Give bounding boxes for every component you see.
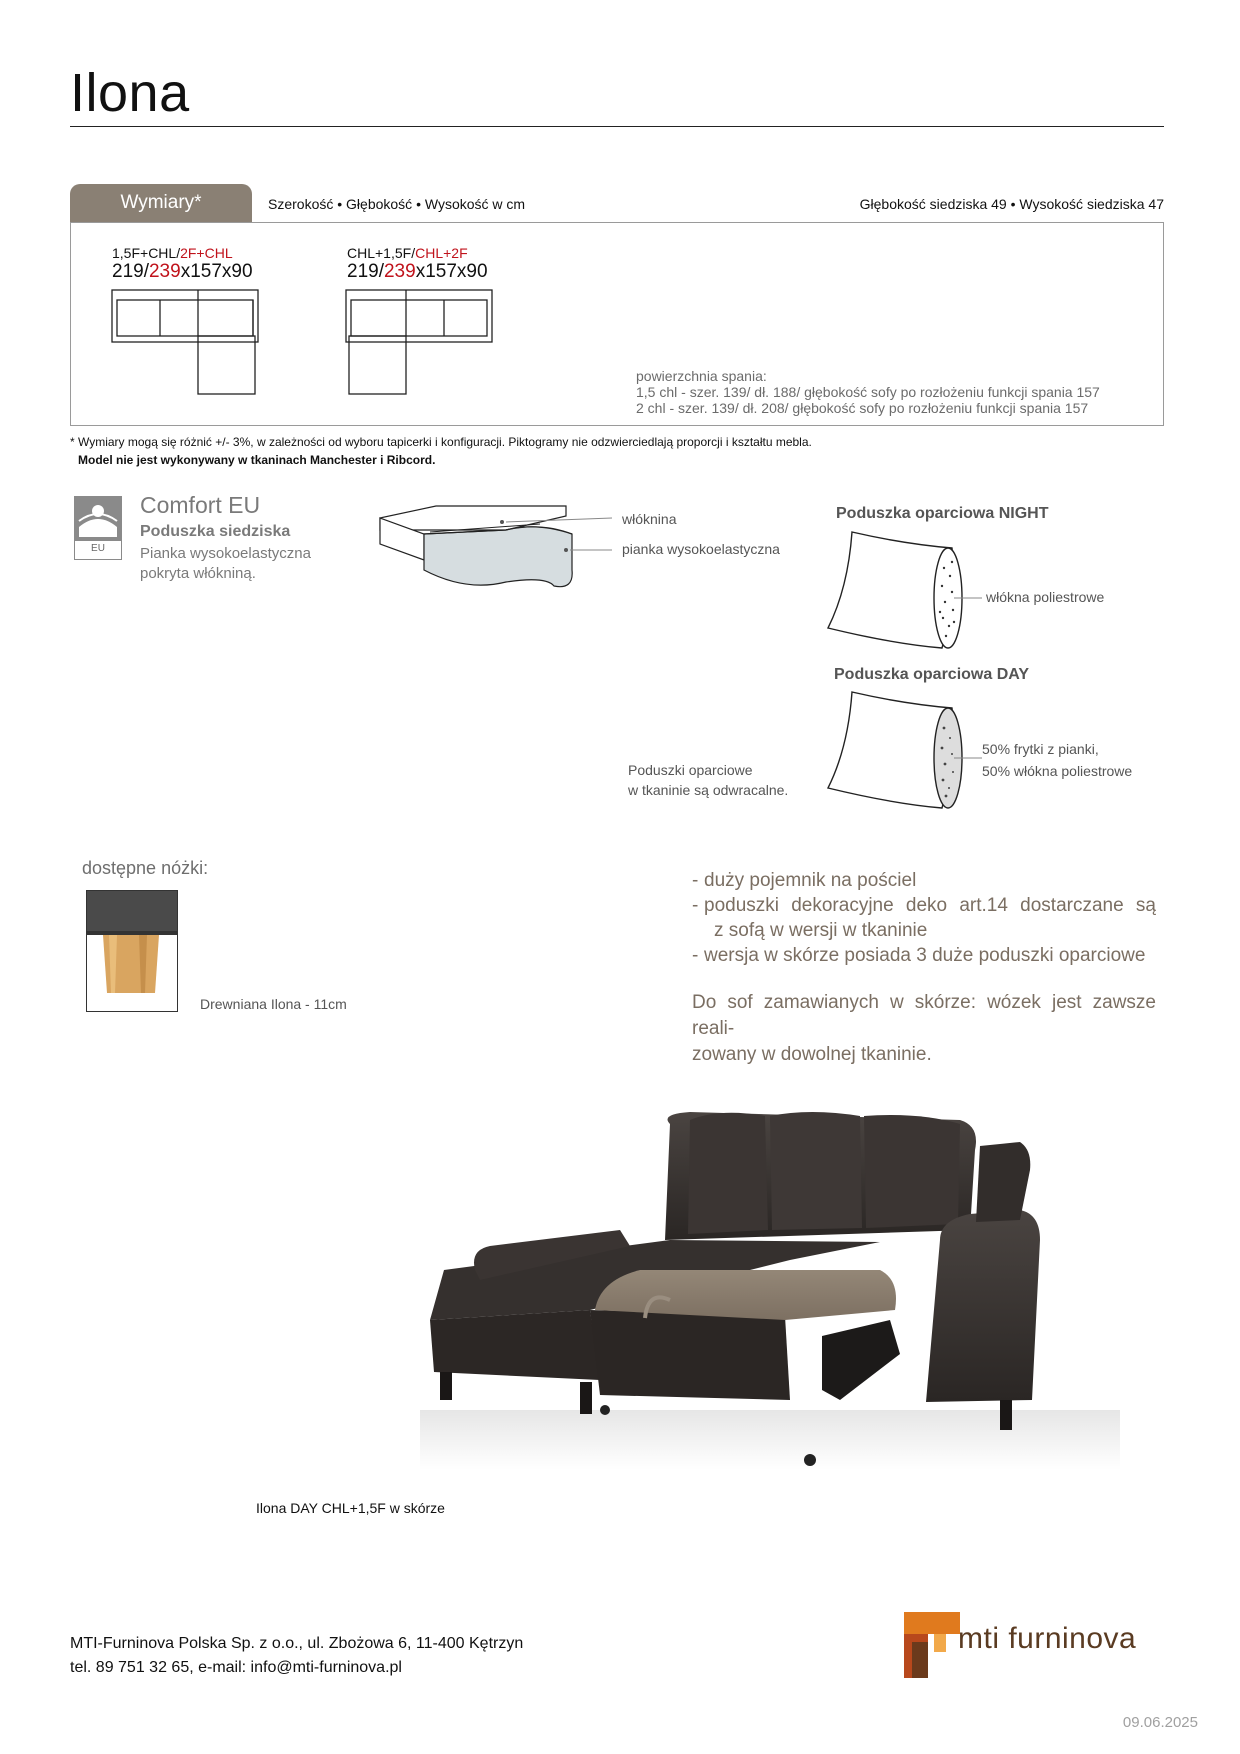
comfort-description bbox=[140, 544, 340, 584]
sleeping-area-line: 1,5 chl - szer. 139/ dł. 188/ głębokość sofy po rozłożeniu funkcji spania 157 bbox=[636, 384, 1100, 400]
feature-text: poduszki dekoracyjne deko art.14 dostarczane są bbox=[704, 895, 1156, 916]
company-phone-email: tel. 89 751 32 65, e-mail: info@mti-furninova.pl bbox=[70, 1659, 402, 1676]
config-1 bbox=[112, 245, 253, 283]
config-2-code: CHL+1,5F/CHL+2F bbox=[347, 245, 468, 261]
reversible-note-line: Poduszki oparciowe bbox=[628, 762, 753, 778]
fabric-exclusion-note: Model nie jest wykonywany w tkaninach Manchester i Ribcord. bbox=[78, 453, 436, 467]
reversible-note bbox=[628, 760, 788, 800]
config-2-size: 219/239x157x90 bbox=[347, 261, 488, 282]
feature-item: - poduszki dekoracyjne deko art.14 dostarczane są bbox=[692, 895, 1156, 916]
config-1-pictogram bbox=[110, 288, 260, 398]
feature-text: z sofą w wersji w tkaninie bbox=[714, 920, 928, 941]
leather-note-line: zowany w dowolnej tkaninie. bbox=[692, 1044, 932, 1065]
comfort-seat-icon bbox=[75, 497, 121, 541]
feature-item: - duży pojemnik na pościel bbox=[692, 870, 917, 891]
reversible-note-line: w tkaninie są odwracalne. bbox=[628, 782, 789, 798]
feature-text: duży pojemnik na pościel bbox=[704, 870, 917, 891]
comfort-badge bbox=[74, 496, 122, 560]
leather-note-line: Do sof zamawianych w skórze: wózek jest zawsze reali- bbox=[692, 992, 1156, 1039]
seat-cushion-diagram bbox=[376, 500, 636, 600]
title-divider bbox=[70, 126, 1164, 127]
night-cushion-diagram bbox=[824, 528, 984, 654]
company-address: MTI-Furninova Polska Sp. z o.o., ul. Zbożowa 6, 11-400 Kętrzyn bbox=[70, 1635, 524, 1652]
day-cushion-label-line: 50% frytki z pianki, bbox=[982, 741, 1099, 757]
night-cushion-title: Poduszka oparciowa NIGHT bbox=[836, 505, 1049, 522]
sleeping-area bbox=[636, 368, 1100, 416]
dimensions-units: Szerokość • Głębokość • Wysokość w cm bbox=[268, 196, 526, 212]
wooden-leg-icon bbox=[87, 891, 178, 1012]
dimensions-tab: Wymiary* bbox=[70, 184, 252, 222]
company-logo-icon bbox=[904, 1612, 960, 1678]
sleeping-area-line: 2 chl - szer. 139/ dł. 208/ głębokość sofy po rozłożeniu funkcji spania 157 bbox=[636, 400, 1089, 416]
seat-label-fibre: włóknina bbox=[622, 511, 677, 527]
document-date: 09.06.2025 bbox=[1122, 1714, 1198, 1731]
comfort-title: Comfort EU bbox=[140, 492, 261, 518]
config-2 bbox=[347, 245, 488, 283]
seat-label-foam: pianka wysokoelastyczna bbox=[622, 541, 780, 557]
day-cushion-title: Poduszka oparciowa DAY bbox=[834, 666, 1030, 683]
seat-dimensions: Głębokość siedziska 49 • Wysokość siedziska 47 bbox=[859, 196, 1164, 212]
photo-caption: Ilona DAY CHL+1,5F w skórze bbox=[256, 1500, 445, 1516]
company-contact bbox=[70, 1632, 523, 1680]
comfort-subtitle: Poduszka siedziska bbox=[140, 523, 291, 540]
night-cushion-label: włókna poliestrowe bbox=[986, 589, 1105, 605]
comfort-desc-line: pokryta włókniną. bbox=[140, 565, 256, 582]
page-title: Ilona bbox=[70, 63, 190, 123]
config-1-code: 1,5F+CHL/2F+CHL bbox=[112, 245, 233, 261]
day-cushion-label-line: 50% włókna poliestrowe bbox=[982, 763, 1133, 779]
sleeping-area-title: powierzchnia spania: bbox=[636, 368, 767, 384]
day-cushion-diagram bbox=[824, 688, 984, 814]
leg-caption: Drewniana Ilona - 11cm bbox=[200, 996, 347, 1012]
leg-image bbox=[86, 890, 178, 1012]
comfort-desc-line: Pianka wysokoelastyczna bbox=[140, 545, 311, 562]
sofa-photo bbox=[420, 1110, 1120, 1530]
config-1-size: 219/239x157x90 bbox=[112, 261, 253, 282]
feature-text: wersja w skórze posiada 3 duże poduszki oparciowe bbox=[704, 945, 1146, 966]
config-2-pictogram bbox=[344, 288, 494, 398]
comfort-badge-label: EU bbox=[91, 543, 105, 554]
legs-title: dostępne nóżki: bbox=[82, 858, 209, 878]
features-list bbox=[692, 868, 1156, 968]
leather-note bbox=[692, 990, 1156, 1068]
feature-item: - wersja w skórze posiada 3 duże poduszki oparciowe bbox=[692, 945, 1146, 966]
day-cushion-label bbox=[982, 738, 1132, 782]
dimensions-note: * Wymiary mogą się różnić +/- 3%, w zależności od wyboru tapicerki i konfiguracji. Piktogramy nie odzwierciedlają proporcji i kształtu mebla. bbox=[70, 435, 812, 449]
company-logo-text: mti furninova bbox=[958, 1622, 1137, 1655]
